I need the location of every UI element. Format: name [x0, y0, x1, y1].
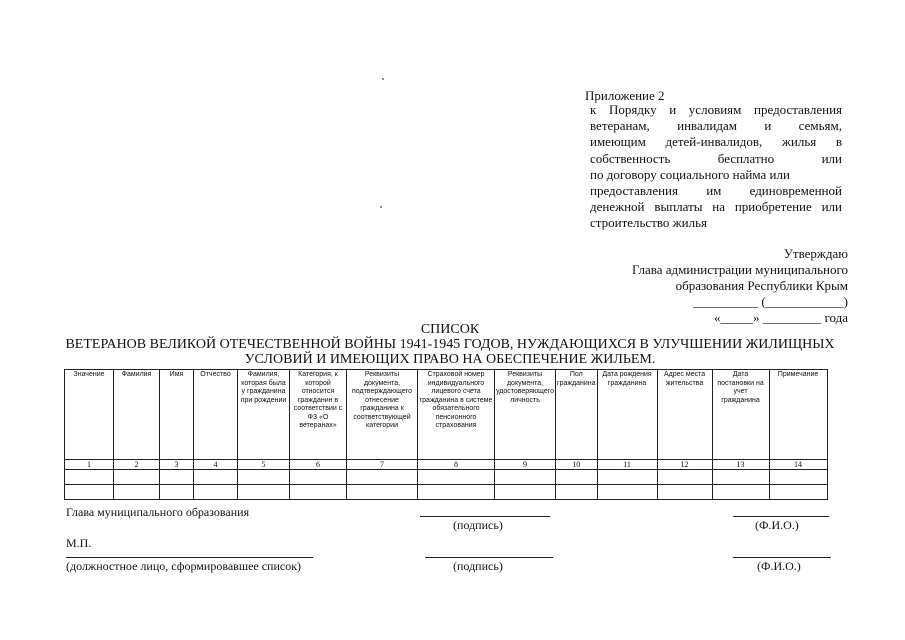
scan-dot: [380, 206, 382, 208]
approval-line: Утверждаю: [783, 246, 848, 261]
column-number: 6: [290, 460, 347, 470]
column-number: 9: [495, 460, 556, 470]
table-header-row: [65, 370, 828, 460]
approval-line: образования Республики Крым: [675, 278, 848, 293]
document-title: СПИСОК: [420, 322, 480, 337]
approval-signature-line: __________ (____________): [693, 294, 848, 309]
column-number: 5: [238, 460, 290, 470]
column-header: Дата постановки на учет гражданина: [712, 370, 769, 460]
column-header: Категория, к которой относится гражданин в соответствии с ФЗ «О ветеранах»: [290, 370, 347, 460]
appendix-line: денежной выплаты на приобретение или: [590, 199, 842, 215]
column-header: Фамилия: [114, 370, 160, 460]
approval-block: [632, 246, 848, 326]
column-header: Примечание: [769, 370, 827, 460]
approval-line: Глава администрации муниципального: [631, 262, 848, 277]
column-number: 1: [65, 460, 114, 470]
column-header: Дата рождения гражданина: [597, 370, 657, 460]
appendix-title: Приложение 2: [585, 88, 665, 103]
signature-caption: (подпись): [453, 518, 503, 532]
column-header: Отчество: [194, 370, 238, 460]
document-subtitle: УСЛОВИЙ И ИМЕЮЩИХ ПРАВО НА ОБЕСПЕЧЕНИЕ ЖИЛЬЕМ.: [244, 352, 656, 367]
column-header: Значение: [65, 370, 114, 460]
appendix-line: ветеранам, инвалидам и семьям,: [590, 118, 842, 134]
table-row: [65, 470, 828, 485]
document-heading: [40, 322, 860, 367]
appendix-line: строительство жилья: [590, 215, 708, 231]
document-subtitle: ВЕТЕРАНОВ ВЕЛИКОЙ ОТЕЧЕСТВЕННОЙ ВОЙНЫ 1941-1945 ГОДОВ, НУЖДАЮЩИХСЯ В УЛУЧШЕНИИ ЖИЛИЩНЫХ: [65, 337, 835, 352]
column-header: Адрес места жительства: [657, 370, 712, 460]
appendix-line: к Порядку и условиям предоставления: [590, 102, 842, 117]
column-number: 2: [114, 460, 160, 470]
column-number: 12: [657, 460, 712, 470]
signature-line: [425, 557, 553, 558]
column-header: Реквизиты документа, удостоверяющего личность: [495, 370, 556, 460]
column-number: 7: [347, 460, 418, 470]
veterans-table: [64, 369, 828, 500]
approval-date-line: «_____» _________ года: [713, 310, 848, 325]
appendix-line: по договору социального найма или: [590, 166, 790, 182]
column-header: Страховой номер индивидуального лицевого счета гражданина в системе обязательного пенсионного страхования: [418, 370, 495, 460]
appendix-text: [590, 102, 842, 232]
column-header: Реквизиты документа, подтверждающего отнесение гражданина к соответствующей категории: [347, 370, 418, 460]
signature-caption: (подпись): [453, 559, 503, 573]
column-header: Фамилия, которая была у гражданина при рождении: [238, 370, 290, 460]
official-line: [66, 557, 313, 558]
table-number-row: [65, 460, 828, 470]
head-label: Глава муниципального образования: [66, 505, 250, 519]
official-caption: (должностное лицо, сформировавшее список): [66, 559, 302, 573]
appendix-line: имеющим детей-инвалидов, жилья в: [590, 134, 842, 150]
appendix-line: собственность бесплатно или: [590, 150, 842, 166]
fio-line: [733, 557, 831, 558]
table-row: [65, 485, 828, 500]
column-header: Пол гражданина: [556, 370, 598, 460]
scan-dot: [382, 78, 384, 80]
column-number: 3: [160, 460, 194, 470]
column-header: Имя: [160, 370, 194, 460]
fio-line: [733, 516, 829, 517]
appendix-line: предоставления им единовременной: [590, 183, 842, 199]
fio-caption: (Ф.И.О.): [755, 518, 799, 532]
signature-line: [420, 516, 550, 517]
column-number: 8: [418, 460, 495, 470]
column-number: 11: [597, 460, 657, 470]
column-number: 13: [712, 460, 769, 470]
column-number: 4: [194, 460, 238, 470]
column-number: 14: [769, 460, 827, 470]
column-number: 10: [556, 460, 598, 470]
stamp-label: М.П.: [66, 536, 92, 550]
fio-caption: (Ф.И.О.): [757, 559, 801, 573]
